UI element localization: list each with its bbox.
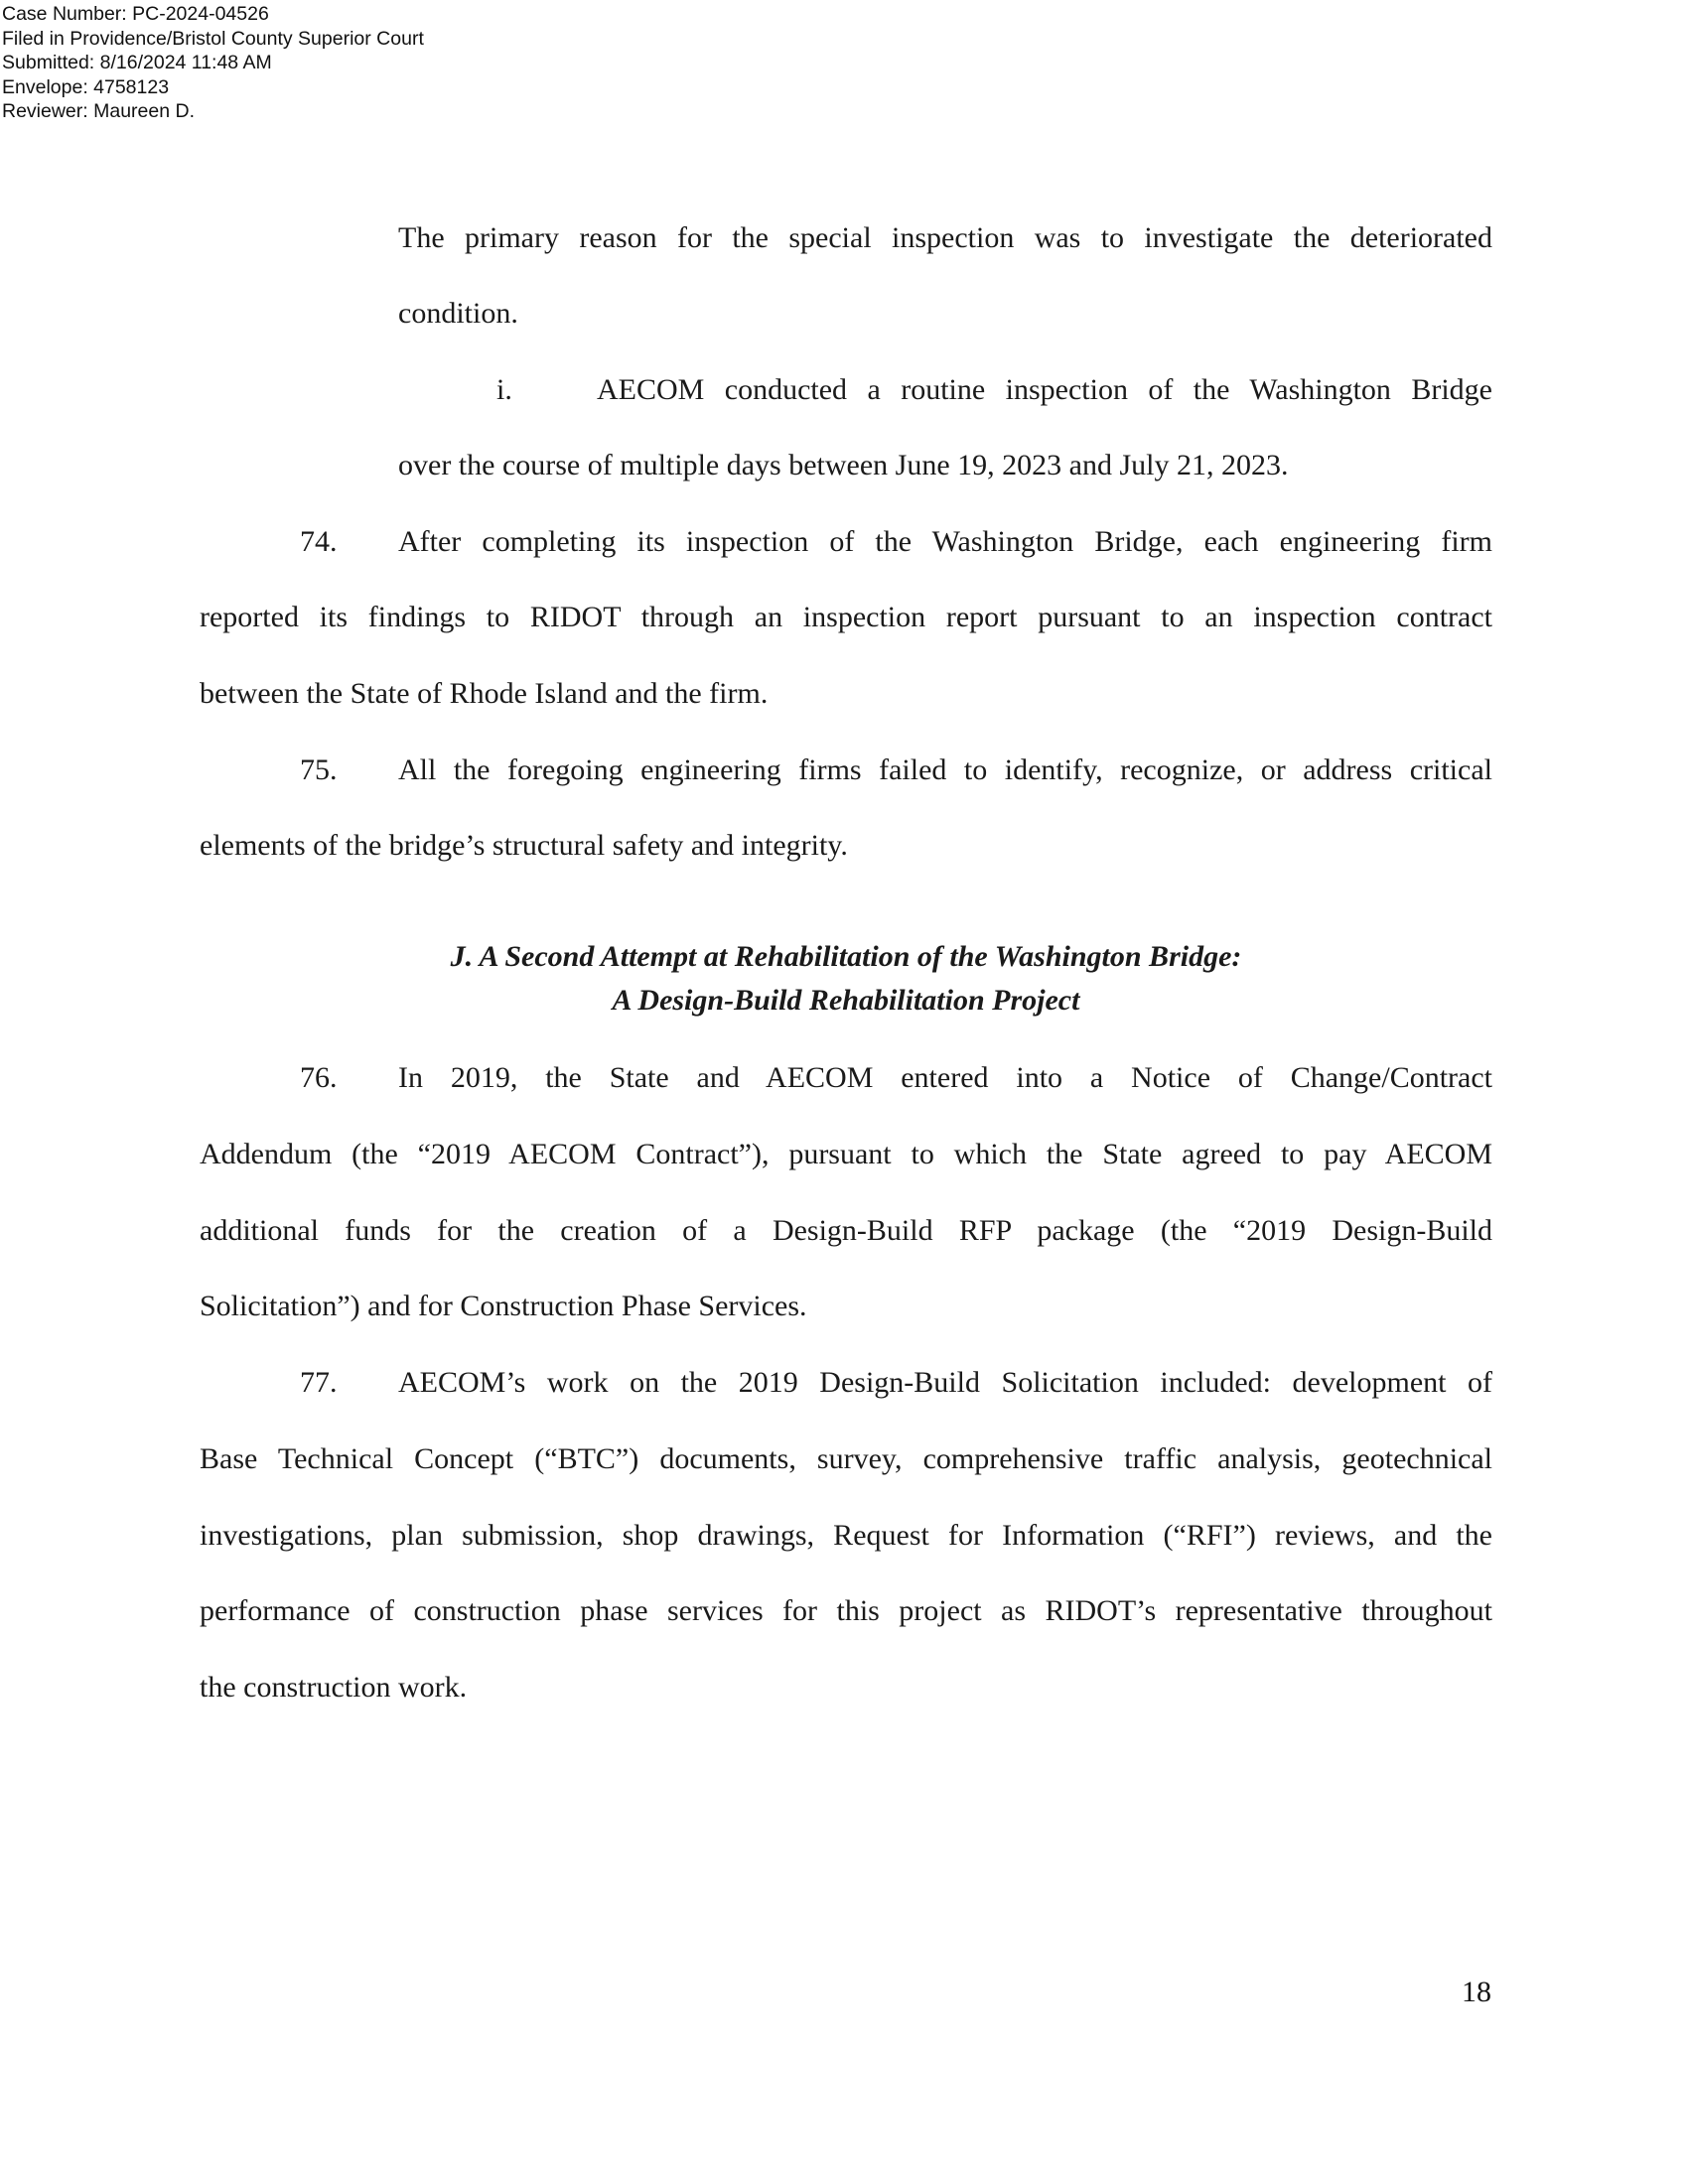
section-heading-line-2: A Design-Build Rehabilitation Project <box>612 984 1080 1017</box>
subitem-line-1: AECOM conducted a routine inspection of the Washington Bridge <box>597 373 1492 406</box>
paragraph-number-74: 74. <box>300 525 338 558</box>
continuation-line-1: The primary reason for the special inspection was to investigate the deteriorated <box>398 221 1492 254</box>
paragraph-77-line-2: Base Technical Concept (“BTC”) documents, survey, comprehensive traffic analysis, geotechnical <box>200 1442 1492 1475</box>
filing-header <box>2 2 424 124</box>
subitem-line-2: over the course of multiple days between June 19, 2023 and July 21, 2023. <box>398 449 1289 481</box>
paragraph-77-line-1: AECOM’s work on the 2019 Design-Build Solicitation included: development of <box>398 1366 1492 1399</box>
subitem-marker: i. <box>496 373 512 406</box>
reviewer: Reviewer: Maureen D. <box>2 100 195 122</box>
paragraph-number-77: 77. <box>300 1366 338 1399</box>
paragraph-75-line-2: elements of the bridge’s structural safety and integrity. <box>200 829 848 862</box>
paragraph-74-line-2: reported its findings to RIDOT through an inspection report pursuant to an inspection contract <box>200 601 1492 633</box>
paragraph-number-76: 76. <box>300 1061 338 1094</box>
paragraph-77-line-5: the construction work. <box>200 1671 468 1704</box>
page-number: 18 <box>1462 1976 1491 2008</box>
paragraph-77-line-4: performance of construction phase services for this project as RIDOT’s representative throughout <box>200 1594 1492 1627</box>
paragraph-76-line-1: In 2019, the State and AECOM entered into a Notice of Change/Contract <box>398 1061 1492 1094</box>
paragraph-76-line-4: Solicitation”) and for Construction Phase Services. <box>200 1290 807 1322</box>
paragraph-75-line-1: All the foregoing engineering firms failed to identify, recognize, or address critical <box>398 753 1492 786</box>
paragraph-number-75: 75. <box>300 753 338 786</box>
case-number: Case Number: PC-2024-04526 <box>2 3 269 25</box>
paragraph-76-line-2: Addendum (the “2019 AECOM Contract”), pursuant to which the State agreed to pay AECOM <box>200 1138 1492 1170</box>
section-heading-line-1: J. A Second Attempt at Rehabilitation of the Washington Bridge: <box>450 940 1242 973</box>
submitted-timestamp: Submitted: 8/16/2024 11:48 AM <box>2 52 272 73</box>
filed-in: Filed in Providence/Bristol County Superior Court <box>2 27 424 50</box>
paragraph-77-line-3: investigations, plan submission, shop drawings, Request for Information (“RFI”) reviews, and the <box>200 1519 1492 1552</box>
continuation-line-2: condition. <box>398 297 518 330</box>
paragraph-76-line-3: additional funds for the creation of a Design-Build RFP package (the “2019 Design-Build <box>200 1214 1492 1247</box>
paragraph-74-line-1: After completing its inspection of the Washington Bridge, each engineering firm <box>398 525 1492 558</box>
envelope-number: Envelope: 4758123 <box>2 75 170 98</box>
paragraph-74-line-3: between the State of Rhode Island and the firm. <box>200 677 769 710</box>
